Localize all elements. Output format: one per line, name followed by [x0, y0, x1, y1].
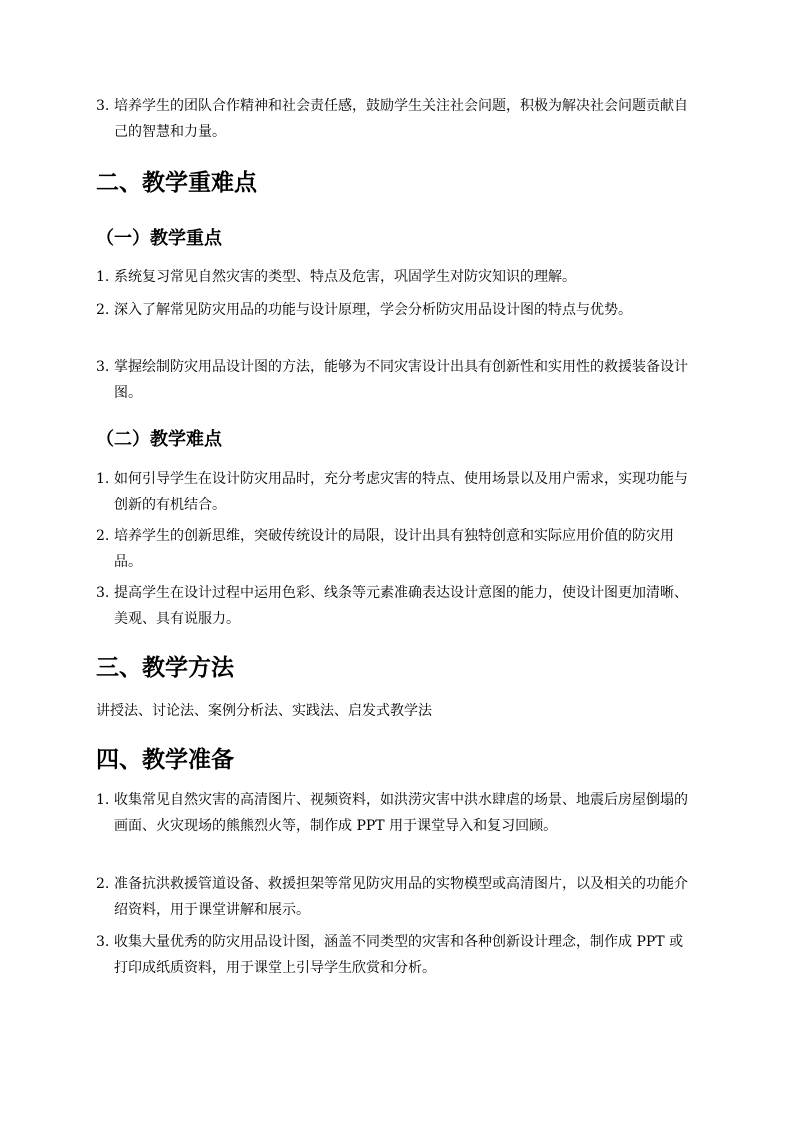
list-number: 1. — [96, 269, 110, 285]
list-number: 1. — [96, 792, 110, 808]
list-item — [96, 466, 696, 518]
list-text: 收集大量优秀的防灾用品设计图，涵盖不同类型的灾害和各种创新设计理念，制作成 PPT 或打印成纸质资料，用于课堂上引导学生欣赏和分析。 — [114, 934, 684, 976]
list-text: 收集常见自然灾害的高清图片、视频资料，如洪涝灾害中洪水肆虐的场景、地震后房屋倒塌的画面、火灾现场的熊熊烈火等，制作成 PPT 用于课堂导入和复习回顾。 — [114, 792, 688, 834]
list-text: 系统复习常见自然灾害的类型、特点及危害，巩固学生对防灾知识的理解。 — [114, 269, 576, 285]
section-heading-2: 二、教学重难点 — [96, 169, 257, 196]
list-number: 3. — [96, 359, 110, 375]
list-number: 3. — [96, 934, 110, 950]
list-number: 1. — [96, 471, 110, 487]
list-item — [96, 580, 696, 632]
list-item — [96, 264, 696, 290]
list-item — [96, 929, 696, 981]
list-text: 掌握绘制防灾用品设计图的方法，能够为不同灾害设计出具有创新性和实用性的救援装备设计图。 — [114, 359, 688, 401]
list-number: 2. — [96, 528, 110, 544]
list-number: 2. — [96, 302, 110, 318]
section-heading-4: 四、教学准备 — [96, 746, 234, 773]
list-item — [96, 93, 696, 145]
list-text: 提高学生在设计过程中运用色彩、线条等元素准确表达设计意图的能力，使设计图更加清晰、美观、具有说服力。 — [114, 585, 688, 627]
subsection-heading-key-points: （一）教学重点 — [96, 228, 222, 249]
list-text: 如何引导学生在设计防灾用品时，充分考虑灾害的特点、使用场景以及用户需求，实现功能与创新的有机结合。 — [114, 471, 688, 513]
section-heading-3: 三、教学方法 — [96, 654, 234, 681]
list-item — [96, 871, 696, 923]
subsection-heading-difficulties: （二）教学难点 — [96, 429, 222, 450]
list-number: 3. — [96, 98, 110, 114]
list-number: 2. — [96, 876, 110, 892]
list-text: 准备抗洪救援管道设备、救援担架等常见防灾用品的实物模型或高清图片，以及相关的功能介绍资料，用于课堂讲解和展示。 — [114, 876, 688, 918]
list-text: 培养学生的团队合作精神和社会责任感，鼓励学生关注社会问题，积极为解决社会问题贡献自己的智慧和力量。 — [114, 98, 688, 140]
teaching-methods-text: 讲授法、讨论法、案例分析法、实践法、启发式教学法 — [96, 703, 432, 719]
list-text: 深入了解常见防灾用品的功能与设计原理，学会分析防灾用品设计图的特点与优势。 — [114, 302, 632, 318]
list-text: 培养学生的创新思维，突破传统设计的局限，设计出具有独特创意和实际应用价值的防灾用品。 — [114, 528, 674, 570]
list-item — [96, 354, 696, 406]
list-item — [96, 297, 696, 323]
list-item — [96, 523, 696, 575]
list-item — [96, 787, 696, 839]
list-number: 3. — [96, 585, 110, 601]
